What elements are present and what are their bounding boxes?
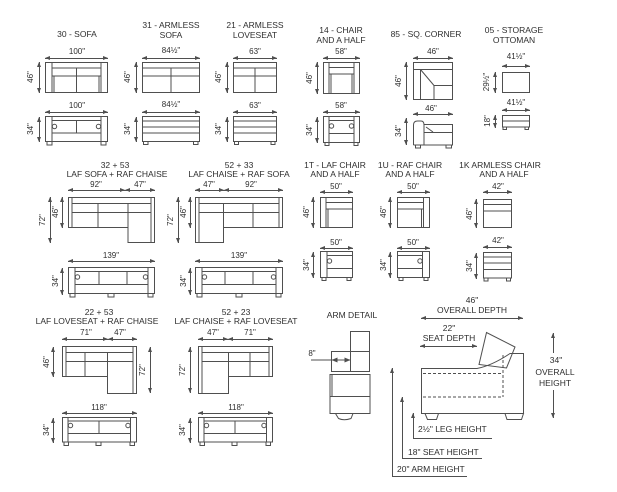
dim-line bbox=[323, 58, 360, 59]
width-dim-1: 71" bbox=[80, 328, 92, 337]
seat-depth-value: 22" bbox=[442, 323, 456, 333]
overall-height-label-1: OVERALL bbox=[535, 367, 575, 377]
top-width-dim: 50" bbox=[407, 182, 419, 191]
front-width-dim: 139" bbox=[102, 251, 120, 260]
front-view-drawing bbox=[502, 115, 530, 131]
dim-line bbox=[190, 197, 191, 228]
front-view-drawing bbox=[320, 251, 353, 282]
figure-title: LOVESEAT bbox=[232, 30, 278, 40]
overall-depth-label: OVERALL DEPTH bbox=[436, 305, 508, 315]
dim-line bbox=[320, 248, 353, 249]
front-view-drawing bbox=[198, 417, 273, 448]
height-dim: 34" bbox=[42, 424, 51, 436]
top-width-dim: 84½" bbox=[161, 46, 181, 55]
dim-line bbox=[39, 117, 40, 142]
figure-title: 1K ARMLESS CHAIR bbox=[459, 160, 541, 170]
height-dim: 34" bbox=[302, 259, 311, 271]
dim-line bbox=[136, 62, 137, 93]
figure-title: 1U - RAF CHAIR bbox=[377, 160, 443, 170]
dim-line bbox=[142, 112, 200, 113]
top-view-drawing bbox=[45, 62, 108, 93]
body-depth-dim: 46" bbox=[51, 206, 60, 218]
dim-line bbox=[108, 339, 137, 340]
figure-title: LAF SOFA + RAF CHAISE bbox=[66, 169, 168, 179]
figure-title: 85 - SQ. CORNER bbox=[390, 29, 462, 39]
dim-line bbox=[62, 339, 108, 340]
figure-title: AND A HALF bbox=[310, 169, 360, 179]
seat-height-leader bbox=[402, 397, 403, 458]
dim-line bbox=[68, 190, 125, 191]
figure-title: AND A HALF bbox=[316, 35, 366, 45]
dim-line bbox=[50, 197, 51, 243]
figure-title: 52 + 23 bbox=[221, 307, 251, 317]
dim-line bbox=[224, 190, 283, 191]
dim-line bbox=[53, 347, 54, 377]
dim-line bbox=[406, 118, 407, 145]
height-dim: 34" bbox=[179, 275, 188, 287]
figure-title: 05 - STORAGE bbox=[484, 25, 544, 35]
depth-dim: 46" bbox=[394, 75, 403, 87]
dim-line bbox=[502, 66, 530, 67]
depth-dim: 46" bbox=[379, 206, 388, 218]
top-width-dim: 46" bbox=[427, 47, 439, 56]
dim-line bbox=[390, 197, 391, 228]
top-width-dim: 50" bbox=[330, 182, 342, 191]
leader-line bbox=[402, 458, 482, 459]
dim-line bbox=[421, 318, 523, 319]
dim-line bbox=[227, 62, 228, 93]
height-dim: 34" bbox=[214, 123, 223, 135]
dim-line bbox=[313, 197, 314, 228]
figure-title: AND A HALF bbox=[385, 169, 435, 179]
front-width-dim: 118" bbox=[91, 403, 107, 412]
depth-dim: 46" bbox=[214, 71, 223, 83]
front-view-drawing bbox=[413, 117, 453, 150]
arm-height-label: 20" ARM HEIGHT bbox=[397, 464, 465, 474]
arm-detail-drawing bbox=[308, 330, 372, 422]
dim-line bbox=[68, 261, 155, 262]
front-view-drawing bbox=[195, 267, 283, 299]
front-width-dim: 50" bbox=[330, 238, 342, 247]
dim-line bbox=[553, 390, 554, 418]
dim-line bbox=[39, 62, 40, 93]
dim-line bbox=[62, 197, 63, 228]
dim-line bbox=[228, 339, 273, 340]
dim-line bbox=[53, 418, 54, 443]
top-view-drawing bbox=[320, 197, 353, 228]
figure-title: LAF CHAISE + RAF SOFA bbox=[188, 169, 290, 179]
top-view-drawing bbox=[483, 199, 512, 228]
dim-line bbox=[476, 253, 477, 279]
overall-depth-dim: 72" bbox=[178, 364, 187, 376]
front-view-drawing bbox=[142, 116, 200, 147]
width-dim-1: 47" bbox=[207, 328, 219, 337]
arm-height-leader bbox=[392, 368, 393, 476]
dim-line bbox=[397, 192, 430, 193]
dim-line bbox=[142, 58, 200, 59]
dim-line bbox=[195, 190, 224, 191]
dim-line bbox=[313, 252, 314, 278]
width-dim-1: 47" bbox=[203, 180, 215, 189]
dim-line bbox=[190, 347, 191, 393]
overall-depth-dim: 72" bbox=[166, 214, 175, 226]
leg-height-leader bbox=[413, 413, 414, 438]
dim-line bbox=[150, 347, 151, 393]
figure-title: 31 - ARMLESS bbox=[142, 20, 200, 30]
dim-line bbox=[136, 117, 137, 142]
overall-height-label-2: HEIGHT bbox=[538, 378, 572, 388]
figure-title: LAF CHAISE + RAF LOVESEAT bbox=[174, 316, 298, 326]
top-view-drawing bbox=[68, 197, 155, 243]
overall-depth-dim: 72" bbox=[38, 214, 47, 226]
figure-title: 21 - ARMLESS bbox=[226, 20, 284, 30]
top-width-dim: 42" bbox=[492, 182, 504, 191]
front-view-drawing bbox=[68, 267, 155, 299]
dim-line bbox=[483, 192, 512, 193]
front-view-drawing bbox=[483, 252, 512, 283]
height-dim: 34" bbox=[178, 424, 187, 436]
figure-title: 52 + 33 bbox=[224, 160, 254, 170]
sofa-profile-drawing bbox=[418, 330, 528, 422]
dim-line bbox=[178, 197, 179, 243]
dim-line bbox=[198, 339, 228, 340]
dim-line bbox=[190, 268, 191, 295]
dim-line bbox=[125, 190, 155, 191]
top-width-dim: 100" bbox=[68, 47, 86, 56]
front-width-dim: 139" bbox=[230, 251, 248, 260]
front-width-dim: 41½" bbox=[506, 98, 526, 107]
dim-line bbox=[390, 252, 391, 278]
dim-line bbox=[413, 58, 453, 59]
front-width-dim: 118" bbox=[228, 403, 244, 412]
front-width-dim: 63" bbox=[249, 101, 261, 110]
leg-height-label: 2½" LEG HEIGHT bbox=[418, 424, 487, 434]
top-view-drawing bbox=[62, 346, 137, 394]
leader-line bbox=[392, 476, 467, 477]
dim-line bbox=[495, 72, 496, 93]
height-dim: 34" bbox=[305, 124, 314, 136]
overall-depth-dim: 72" bbox=[138, 364, 147, 376]
dim-line bbox=[62, 413, 137, 414]
width-dim-2: 71" bbox=[244, 328, 256, 337]
overall-height-value: 34" bbox=[549, 355, 563, 365]
height-dim: 34" bbox=[123, 123, 132, 135]
dim-line bbox=[195, 261, 283, 262]
figure-title: 14 - CHAIR bbox=[319, 25, 363, 35]
front-width-dim: 42" bbox=[492, 236, 504, 245]
body-depth-dim: 46" bbox=[179, 206, 188, 218]
top-view-drawing bbox=[413, 62, 453, 100]
dim-line bbox=[406, 62, 407, 100]
top-width-dim: 63" bbox=[249, 47, 261, 56]
figure-title: LAF LOVESEAT + RAF CHAISE bbox=[35, 316, 159, 326]
depth-dim: 46" bbox=[465, 208, 474, 220]
figure-title: 22 + 53 bbox=[84, 307, 114, 317]
dim-line bbox=[45, 58, 108, 59]
dim-line bbox=[62, 268, 63, 295]
front-width-dim: 50" bbox=[407, 238, 419, 247]
top-view-drawing bbox=[397, 197, 430, 228]
top-view-drawing bbox=[198, 346, 273, 394]
front-width-dim: 58" bbox=[335, 101, 347, 110]
front-width-dim: 46" bbox=[425, 104, 437, 113]
top-width-dim: 58" bbox=[335, 47, 347, 56]
dim-line bbox=[413, 114, 453, 115]
top-width-dim: 41½" bbox=[506, 52, 526, 61]
top-view-drawing bbox=[233, 62, 277, 93]
dim-line bbox=[190, 418, 191, 443]
front-view-drawing bbox=[323, 116, 360, 148]
figure-title: ARM DETAIL bbox=[326, 310, 378, 320]
height-dim: 34" bbox=[51, 275, 60, 287]
width-dim-2: 47" bbox=[114, 328, 126, 337]
dim-line bbox=[45, 112, 108, 113]
front-view-drawing bbox=[62, 417, 137, 448]
width-dim-1: 92" bbox=[90, 180, 102, 189]
figure-title: 30 - SOFA bbox=[57, 29, 97, 39]
dim-line bbox=[320, 192, 353, 193]
dim-line bbox=[317, 62, 318, 94]
figure-title: 32 + 53 bbox=[100, 160, 130, 170]
leader-line bbox=[413, 438, 492, 439]
top-view-drawing bbox=[323, 62, 360, 94]
height-dim: 34" bbox=[26, 123, 35, 135]
front-view-drawing bbox=[233, 116, 277, 147]
dim-line bbox=[476, 199, 477, 228]
height-dim: 34" bbox=[379, 259, 388, 271]
body-depth-dim: 46" bbox=[42, 356, 51, 368]
dim-line bbox=[397, 248, 430, 249]
depth-dim: 29½" bbox=[482, 72, 491, 92]
dim-line bbox=[323, 112, 360, 113]
height-dim: 34" bbox=[394, 125, 403, 137]
dim-line bbox=[317, 117, 318, 143]
front-view-drawing bbox=[397, 251, 430, 282]
front-width-dim: 100" bbox=[68, 101, 86, 110]
height-dim: 34" bbox=[465, 260, 474, 272]
dim-line bbox=[483, 247, 512, 248]
seat-depth-label: SEAT DEPTH bbox=[422, 333, 476, 343]
dim-line bbox=[502, 110, 530, 111]
dim-line bbox=[495, 115, 496, 128]
top-view-drawing bbox=[142, 62, 200, 93]
arm-width-dim: 8" bbox=[308, 349, 316, 358]
figure-title: 1T - LAF CHAIR bbox=[304, 160, 366, 170]
depth-dim: 46" bbox=[123, 71, 132, 83]
height-dim: 18" bbox=[483, 115, 492, 127]
dim-line bbox=[198, 413, 273, 414]
figure-title: OTTOMAN bbox=[492, 35, 536, 45]
overall-depth-value: 46" bbox=[465, 295, 479, 305]
dim-line bbox=[227, 117, 228, 142]
depth-dim: 46" bbox=[302, 206, 311, 218]
top-view-drawing bbox=[502, 72, 530, 93]
depth-dim: 46" bbox=[26, 71, 35, 83]
dim-line bbox=[553, 333, 554, 353]
width-dim-2: 47" bbox=[134, 180, 146, 189]
front-view-drawing bbox=[45, 116, 108, 147]
figure-title: AND A HALF bbox=[479, 169, 529, 179]
top-view-drawing bbox=[195, 197, 283, 243]
front-width-dim: 84½" bbox=[161, 100, 181, 109]
depth-dim: 46" bbox=[305, 72, 314, 84]
dim-line bbox=[233, 112, 277, 113]
dim-line bbox=[233, 58, 277, 59]
figure-title: SOFA bbox=[159, 30, 183, 40]
width-dim-2: 92" bbox=[245, 180, 257, 189]
seat-height-label: 18" SEAT HEIGHT bbox=[408, 447, 479, 457]
